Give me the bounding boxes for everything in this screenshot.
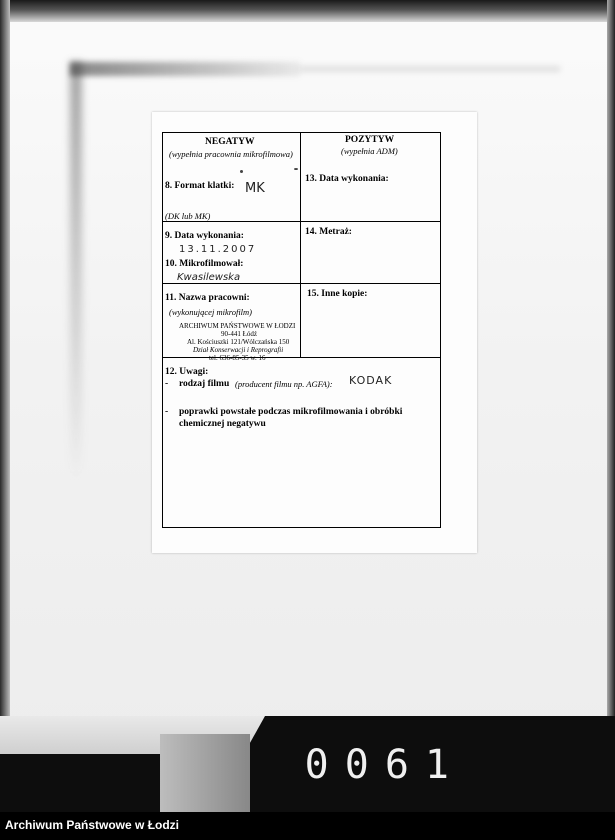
date-label: 9. Data wykonania: [165,231,244,241]
format-value: MK [245,181,265,196]
bullet: - [165,379,169,389]
workshop-hint: (wykonującej mikrofilm) [169,307,253,317]
archive-name: Archiwum Państwowe w Łodzi [5,818,180,832]
film-type-hint: (producent filmu np. AGFA): [235,379,333,389]
bullet: - [165,407,169,417]
film-edge-gray [160,734,250,812]
stamp-line: tel. 636-85-35 w. 16 [209,354,266,362]
positive-date-label: 13. Data wykonania: [305,174,389,184]
row-divider [163,357,440,358]
length-label: 14. Metraż: [305,227,352,237]
scan-top-edge [0,0,615,22]
date-value: 13.11.2007 [179,244,257,255]
filmed-by-value: Kwasilewska [177,272,241,283]
stamp-line: ARCHIWUM PAŃSTWOWE W ŁODZI [179,322,296,330]
frame-counter: 0061 [304,742,465,788]
film-type-value: KODAK [349,374,393,387]
record-form [162,132,441,528]
format-hint: (DK lub MK) [165,211,211,221]
dust-speck [294,168,298,170]
remarks-label: 12. Uwagi: [165,367,209,377]
filmed-by-label: 10. Mikrofilmował: [165,259,244,269]
corrections-line-2: chemicznej negatywu [179,419,266,429]
stamp-line: Al. Kościuszki 121/Wólczańska 150 [187,338,290,346]
row-divider [163,283,440,284]
negatyw-subtitle: (wypełnia pracownia mikrofilmowa) [169,149,293,159]
format-label: 8. Format klatki: [165,181,235,191]
negatyw-title: NEGATYW [205,137,255,147]
stamp-line: 90-441 Łódź [221,330,257,338]
scan-left-edge [0,0,10,760]
corrections-line-1: poprawki powstałe podczas mikrofilmowania i obróbki [179,407,403,417]
shadow-mark-right [300,66,560,72]
stamp-line: Dział Konserwacji i Reprografii [193,346,284,354]
workshop-label: 11. Nazwa pracowni: [165,293,250,303]
row-divider [163,221,440,222]
scan-right-edge [607,0,615,812]
microfilm-record-card [152,112,477,553]
shadow-mark [70,62,300,76]
other-copies-label: 15. Inne kopie: [307,289,368,299]
footer-bar [0,812,615,840]
pozytyw-title: POZYTYW [345,135,395,145]
film-type-label: rodzaj filmu [179,379,230,389]
dust-speck [240,170,243,173]
shadow-mark-vertical [70,62,82,482]
column-divider [300,133,301,357]
pozytyw-subtitle: (wypełnia ADM) [341,146,398,156]
